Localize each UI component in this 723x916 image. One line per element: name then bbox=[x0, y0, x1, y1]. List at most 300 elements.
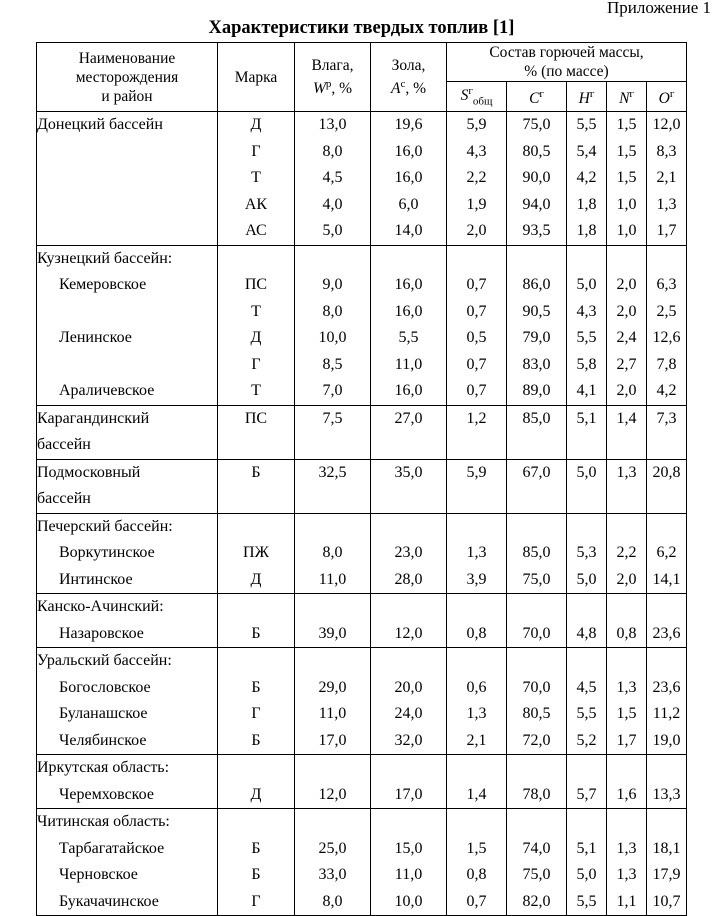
cell-sulfur: 1,3 bbox=[447, 701, 507, 728]
page-title: Характеристики твердых топлив [1] bbox=[208, 18, 515, 38]
cell-ash: 20,0 bbox=[371, 675, 447, 702]
cell-carbon: 83,0 bbox=[507, 352, 567, 379]
cell-oxygen: 12,6 bbox=[647, 325, 687, 352]
cell-nitrogen: 1,0 bbox=[607, 218, 647, 245]
cell-oxygen: 17,9 bbox=[647, 862, 687, 889]
table-row bbox=[37, 112, 687, 139]
cell-carbon: 85,0 bbox=[507, 405, 567, 432]
cell-deposit-name: Карагандинский bbox=[37, 405, 218, 432]
cell-mark: Б bbox=[218, 862, 295, 889]
cell-hydrogen bbox=[567, 513, 607, 540]
table-row bbox=[37, 325, 687, 352]
cell-mark: Д bbox=[218, 325, 295, 352]
header-nitrogen-superscript: г bbox=[629, 88, 634, 101]
cell-sulfur: 3,9 bbox=[447, 567, 507, 594]
cell-nitrogen: 1,5 bbox=[607, 112, 647, 139]
cell-ash bbox=[371, 432, 447, 459]
cell-oxygen: 4,2 bbox=[647, 378, 687, 405]
cell-hydrogen: 4,2 bbox=[567, 165, 607, 192]
cell-nitrogen: 2,0 bbox=[607, 567, 647, 594]
cell-oxygen: 11,2 bbox=[647, 701, 687, 728]
cell-mark: Б bbox=[218, 621, 295, 648]
cell-moisture: 5,0 bbox=[295, 218, 371, 245]
cell-hydrogen: 5,1 bbox=[567, 836, 607, 863]
header-carbon-superscript: г bbox=[539, 88, 544, 101]
table-row bbox=[37, 594, 687, 621]
cell-moisture: 4,0 bbox=[295, 192, 371, 219]
header-name-line1: Наименование bbox=[78, 49, 176, 67]
cell-ash: 16,0 bbox=[371, 299, 447, 326]
table-row bbox=[37, 728, 687, 755]
cell-hydrogen: 5,4 bbox=[567, 139, 607, 166]
cell-sulfur bbox=[447, 432, 507, 459]
header-ash-line1: Зола, bbox=[391, 57, 426, 75]
header-carbon bbox=[507, 82, 567, 112]
cell-hydrogen: 4,3 bbox=[567, 299, 607, 326]
cell-nitrogen: 1,3 bbox=[607, 459, 647, 486]
cell-nitrogen bbox=[607, 594, 647, 621]
cell-deposit-name: Черновское bbox=[37, 862, 218, 889]
cell-deposit-name: Тарбагатайское bbox=[37, 836, 218, 863]
cell-carbon bbox=[507, 486, 567, 513]
cell-deposit-name: Кузнецкий бассейн: bbox=[37, 245, 218, 272]
cell-mark bbox=[218, 513, 295, 540]
cell-mark bbox=[218, 755, 295, 782]
cell-nitrogen bbox=[607, 755, 647, 782]
cell-deposit-name bbox=[37, 165, 218, 192]
cell-sulfur: 1,5 bbox=[447, 836, 507, 863]
cell-sulfur: 5,9 bbox=[447, 112, 507, 139]
cell-ash: 6,0 bbox=[371, 192, 447, 219]
header-moisture bbox=[295, 43, 371, 112]
cell-oxygen bbox=[647, 755, 687, 782]
header-nitrogen bbox=[607, 82, 647, 112]
cell-sulfur: 5,9 bbox=[447, 459, 507, 486]
cell-moisture: 39,0 bbox=[295, 621, 371, 648]
cell-mark: Г bbox=[218, 139, 295, 166]
header-ash-symbol: A bbox=[390, 80, 401, 98]
cell-deposit-name: Канско-Ачинский: bbox=[37, 594, 218, 621]
cell-nitrogen: 1,7 bbox=[607, 728, 647, 755]
header-ash bbox=[371, 43, 447, 112]
cell-carbon: 82,0 bbox=[507, 889, 567, 916]
cell-deposit-name: Ленинское bbox=[37, 325, 218, 352]
cell-carbon: 75,0 bbox=[507, 567, 567, 594]
cell-sulfur: 0,6 bbox=[447, 675, 507, 702]
cell-moisture bbox=[295, 755, 371, 782]
table-row bbox=[37, 513, 687, 540]
cell-carbon bbox=[507, 513, 567, 540]
cell-oxygen: 10,7 bbox=[647, 889, 687, 916]
cell-mark: Г bbox=[218, 701, 295, 728]
cell-moisture: 7,0 bbox=[295, 378, 371, 405]
cell-sulfur bbox=[447, 513, 507, 540]
cell-carbon: 90,0 bbox=[507, 165, 567, 192]
cell-moisture: 12,0 bbox=[295, 782, 371, 809]
cell-nitrogen: 2,0 bbox=[607, 299, 647, 326]
cell-sulfur: 0,5 bbox=[447, 325, 507, 352]
cell-deposit-name: Челябинское bbox=[37, 728, 218, 755]
table-row bbox=[37, 755, 687, 782]
cell-oxygen: 19,0 bbox=[647, 728, 687, 755]
cell-moisture: 7,5 bbox=[295, 405, 371, 432]
cell-ash: 16,0 bbox=[371, 272, 447, 299]
cell-oxygen bbox=[647, 594, 687, 621]
cell-carbon: 94,0 bbox=[507, 192, 567, 219]
table-row bbox=[37, 486, 687, 513]
cell-deposit-name bbox=[37, 299, 218, 326]
cell-sulfur: 1,3 bbox=[447, 540, 507, 567]
cell-mark: ПЖ bbox=[218, 540, 295, 567]
cell-hydrogen bbox=[567, 648, 607, 675]
cell-moisture: 8,0 bbox=[295, 540, 371, 567]
cell-moisture: 25,0 bbox=[295, 836, 371, 863]
cell-oxygen: 6,2 bbox=[647, 540, 687, 567]
cell-carbon bbox=[507, 245, 567, 272]
cell-oxygen bbox=[647, 809, 687, 836]
cell-hydrogen bbox=[567, 755, 607, 782]
header-sulfur-subscript: общ bbox=[472, 95, 493, 108]
cell-mark: Т bbox=[218, 299, 295, 326]
table-row bbox=[37, 218, 687, 245]
cell-sulfur: 0,8 bbox=[447, 862, 507, 889]
cell-moisture: 29,0 bbox=[295, 675, 371, 702]
cell-deposit-name: Иркутская область: bbox=[37, 755, 218, 782]
cell-nitrogen bbox=[607, 648, 647, 675]
cell-carbon: 67,0 bbox=[507, 459, 567, 486]
cell-nitrogen bbox=[607, 432, 647, 459]
cell-ash: 32,0 bbox=[371, 728, 447, 755]
cell-nitrogen: 1,5 bbox=[607, 139, 647, 166]
cell-carbon: 70,0 bbox=[507, 675, 567, 702]
fuel-characteristics-table bbox=[36, 42, 687, 916]
cell-sulfur: 0,7 bbox=[447, 889, 507, 916]
cell-oxygen: 18,1 bbox=[647, 836, 687, 863]
cell-hydrogen: 5,5 bbox=[567, 112, 607, 139]
cell-carbon: 90,5 bbox=[507, 299, 567, 326]
cell-nitrogen bbox=[607, 809, 647, 836]
cell-ash bbox=[371, 486, 447, 513]
cell-mark: Т bbox=[218, 165, 295, 192]
cell-nitrogen: 1,1 bbox=[607, 889, 647, 916]
table-row bbox=[37, 621, 687, 648]
cell-oxygen: 6,3 bbox=[647, 272, 687, 299]
cell-deposit-name: Уральский бассейн: bbox=[37, 648, 218, 675]
cell-mark: ПС bbox=[218, 272, 295, 299]
cell-moisture: 11,0 bbox=[295, 567, 371, 594]
cell-deposit-name bbox=[37, 139, 218, 166]
cell-ash: 11,0 bbox=[371, 352, 447, 379]
cell-nitrogen: 2,0 bbox=[607, 272, 647, 299]
table-row bbox=[37, 299, 687, 326]
cell-mark bbox=[218, 648, 295, 675]
cell-sulfur: 1,4 bbox=[447, 782, 507, 809]
header-oxygen-superscript: г bbox=[669, 88, 675, 101]
cell-ash: 16,0 bbox=[371, 378, 447, 405]
table-row bbox=[37, 192, 687, 219]
cell-oxygen bbox=[647, 513, 687, 540]
table-row bbox=[37, 809, 687, 836]
cell-ash: 15,0 bbox=[371, 836, 447, 863]
cell-nitrogen: 2,2 bbox=[607, 540, 647, 567]
header-oxygen-symbol: O bbox=[658, 90, 670, 108]
header-moisture-line2 bbox=[295, 75, 370, 98]
cell-mark bbox=[218, 486, 295, 513]
cell-carbon bbox=[507, 809, 567, 836]
header-nitrogen-symbol: N bbox=[619, 90, 630, 108]
cell-moisture: 10,0 bbox=[295, 325, 371, 352]
cell-oxygen: 13,3 bbox=[647, 782, 687, 809]
table-row bbox=[37, 567, 687, 594]
cell-moisture bbox=[295, 809, 371, 836]
cell-carbon: 70,0 bbox=[507, 621, 567, 648]
cell-mark bbox=[218, 245, 295, 272]
cell-ash: 5,5 bbox=[371, 325, 447, 352]
cell-hydrogen: 5,7 bbox=[567, 782, 607, 809]
cell-moisture: 4,5 bbox=[295, 165, 371, 192]
header-moisture-line1: Влага, bbox=[311, 57, 354, 75]
cell-sulfur bbox=[447, 755, 507, 782]
cell-moisture: 8,5 bbox=[295, 352, 371, 379]
cell-moisture: 11,0 bbox=[295, 701, 371, 728]
cell-carbon: 85,0 bbox=[507, 540, 567, 567]
header-hydrogen bbox=[567, 82, 607, 112]
cell-hydrogen: 5,0 bbox=[567, 862, 607, 889]
cell-mark bbox=[218, 432, 295, 459]
cell-ash bbox=[371, 648, 447, 675]
header-oxygen bbox=[647, 82, 687, 112]
cell-deposit-name: Интинское bbox=[37, 567, 218, 594]
cell-ash: 19,6 bbox=[371, 112, 447, 139]
cell-carbon: 80,5 bbox=[507, 701, 567, 728]
cell-hydrogen: 5,5 bbox=[567, 325, 607, 352]
cell-moisture bbox=[295, 486, 371, 513]
cell-oxygen: 7,3 bbox=[647, 405, 687, 432]
cell-carbon: 78,0 bbox=[507, 782, 567, 809]
cell-mark bbox=[218, 594, 295, 621]
cell-nitrogen: 2,7 bbox=[607, 352, 647, 379]
cell-deposit-name: Букачачинское bbox=[37, 889, 218, 916]
cell-moisture: 8,0 bbox=[295, 299, 371, 326]
header-moisture-superscript: р bbox=[325, 78, 332, 91]
cell-carbon bbox=[507, 755, 567, 782]
cell-hydrogen bbox=[567, 245, 607, 272]
cell-hydrogen bbox=[567, 486, 607, 513]
cell-ash: 28,0 bbox=[371, 567, 447, 594]
cell-mark: АК bbox=[218, 192, 295, 219]
table-row bbox=[37, 459, 687, 486]
cell-mark: Т bbox=[218, 378, 295, 405]
appendix-note: Приложение 1 bbox=[607, 0, 711, 17]
cell-moisture: 8,0 bbox=[295, 889, 371, 916]
cell-mark: Г bbox=[218, 352, 295, 379]
cell-carbon: 89,0 bbox=[507, 378, 567, 405]
cell-ash: 17,0 bbox=[371, 782, 447, 809]
cell-moisture: 13,0 bbox=[295, 112, 371, 139]
cell-nitrogen: 2,0 bbox=[607, 378, 647, 405]
header-name-line2: месторождения bbox=[75, 68, 179, 86]
cell-nitrogen: 2,4 bbox=[607, 325, 647, 352]
cell-carbon bbox=[507, 648, 567, 675]
cell-ash bbox=[371, 513, 447, 540]
cell-hydrogen bbox=[567, 809, 607, 836]
header-sulfur-superscript: г bbox=[468, 85, 473, 97]
table-row bbox=[37, 139, 687, 166]
cell-deposit-name bbox=[37, 352, 218, 379]
cell-nitrogen: 1,5 bbox=[607, 165, 647, 192]
cell-nitrogen bbox=[607, 486, 647, 513]
header-composition bbox=[447, 43, 687, 82]
cell-nitrogen: 1,3 bbox=[607, 836, 647, 863]
cell-mark: Г bbox=[218, 889, 295, 916]
cell-mark: Б bbox=[218, 459, 295, 486]
cell-oxygen: 20,8 bbox=[647, 459, 687, 486]
header-ash-superscript: с bbox=[400, 78, 406, 91]
table-row bbox=[37, 540, 687, 567]
cell-mark: ПС bbox=[218, 405, 295, 432]
cell-mark: Д bbox=[218, 112, 295, 139]
cell-sulfur: 0,8 bbox=[447, 621, 507, 648]
cell-ash: 10,0 bbox=[371, 889, 447, 916]
cell-carbon bbox=[507, 432, 567, 459]
cell-hydrogen: 5,0 bbox=[567, 567, 607, 594]
cell-sulfur: 2,0 bbox=[447, 218, 507, 245]
cell-oxygen: 14,1 bbox=[647, 567, 687, 594]
table-row bbox=[37, 432, 687, 459]
cell-sulfur bbox=[447, 245, 507, 272]
header-hydrogen-symbol: H bbox=[578, 90, 590, 108]
cell-moisture bbox=[295, 648, 371, 675]
cell-ash bbox=[371, 809, 447, 836]
cell-deposit-name: Подмосковный bbox=[37, 459, 218, 486]
cell-ash bbox=[371, 755, 447, 782]
cell-sulfur bbox=[447, 486, 507, 513]
cell-deposit-name: бассейн bbox=[37, 486, 218, 513]
cell-moisture bbox=[295, 513, 371, 540]
cell-deposit-name: Богословское bbox=[37, 675, 218, 702]
cell-ash: 11,0 bbox=[371, 862, 447, 889]
cell-oxygen: 1,3 bbox=[647, 192, 687, 219]
cell-moisture bbox=[295, 594, 371, 621]
cell-hydrogen: 5,3 bbox=[567, 540, 607, 567]
cell-sulfur: 0,7 bbox=[447, 352, 507, 379]
cell-sulfur bbox=[447, 594, 507, 621]
cell-deposit-name: Печерский бассейн: bbox=[37, 513, 218, 540]
cell-carbon: 79,0 bbox=[507, 325, 567, 352]
cell-carbon: 75,0 bbox=[507, 112, 567, 139]
cell-sulfur: 0,7 bbox=[447, 378, 507, 405]
header-composition-line2: % (по массе) bbox=[524, 63, 609, 80]
cell-nitrogen: 1,3 bbox=[607, 675, 647, 702]
cell-sulfur: 1,2 bbox=[447, 405, 507, 432]
cell-ash: 27,0 bbox=[371, 405, 447, 432]
table-row bbox=[37, 862, 687, 889]
cell-mark: Б bbox=[218, 728, 295, 755]
cell-mark: Д bbox=[218, 567, 295, 594]
cell-sulfur bbox=[447, 648, 507, 675]
table-row bbox=[37, 889, 687, 916]
cell-moisture: 33,0 bbox=[295, 862, 371, 889]
cell-ash: 12,0 bbox=[371, 621, 447, 648]
cell-hydrogen: 5,0 bbox=[567, 459, 607, 486]
header-name bbox=[37, 43, 218, 112]
table-row bbox=[37, 648, 687, 675]
cell-hydrogen: 1,8 bbox=[567, 192, 607, 219]
cell-mark: Д bbox=[218, 782, 295, 809]
table-row bbox=[37, 836, 687, 863]
cell-hydrogen: 4,8 bbox=[567, 621, 607, 648]
cell-oxygen: 2,1 bbox=[647, 165, 687, 192]
cell-oxygen bbox=[647, 432, 687, 459]
cell-hydrogen: 5,0 bbox=[567, 272, 607, 299]
table-row bbox=[37, 245, 687, 272]
cell-sulfur: 1,9 bbox=[447, 192, 507, 219]
cell-hydrogen bbox=[567, 594, 607, 621]
cell-deposit-name: Араличевское bbox=[37, 378, 218, 405]
cell-moisture bbox=[295, 432, 371, 459]
cell-carbon: 72,0 bbox=[507, 728, 567, 755]
table-row bbox=[37, 378, 687, 405]
cell-ash bbox=[371, 594, 447, 621]
cell-deposit-name: Кемеровское bbox=[37, 272, 218, 299]
table-row bbox=[37, 701, 687, 728]
header-mark: Марка bbox=[218, 43, 295, 112]
table-row bbox=[37, 782, 687, 809]
cell-deposit-name: Воркутинское bbox=[37, 540, 218, 567]
cell-hydrogen bbox=[567, 432, 607, 459]
cell-sulfur: 0,7 bbox=[447, 272, 507, 299]
cell-carbon: 75,0 bbox=[507, 862, 567, 889]
cell-carbon: 86,0 bbox=[507, 272, 567, 299]
cell-nitrogen bbox=[607, 513, 647, 540]
header-sulfur bbox=[447, 82, 507, 112]
cell-hydrogen: 1,8 bbox=[567, 218, 607, 245]
header-name-line3: и район bbox=[101, 87, 153, 105]
table-row bbox=[37, 405, 687, 432]
cell-mark: Б bbox=[218, 675, 295, 702]
cell-oxygen: 23,6 bbox=[647, 675, 687, 702]
cell-mark bbox=[218, 809, 295, 836]
cell-hydrogen: 5,2 bbox=[567, 728, 607, 755]
table-body bbox=[37, 112, 687, 916]
cell-sulfur: 2,1 bbox=[447, 728, 507, 755]
cell-ash: 16,0 bbox=[371, 165, 447, 192]
cell-oxygen bbox=[647, 245, 687, 272]
cell-carbon: 80,5 bbox=[507, 139, 567, 166]
cell-oxygen bbox=[647, 486, 687, 513]
cell-ash bbox=[371, 245, 447, 272]
cell-hydrogen: 5,1 bbox=[567, 405, 607, 432]
cell-deposit-name bbox=[37, 192, 218, 219]
header-sulfur-symbol: S bbox=[460, 87, 469, 105]
cell-deposit-name: Читинская область: bbox=[37, 809, 218, 836]
cell-moisture bbox=[295, 245, 371, 272]
header-composition-line1: Состав горючей массы, bbox=[489, 44, 644, 61]
table-row bbox=[37, 165, 687, 192]
header-hydrogen-superscript: г bbox=[589, 88, 595, 101]
cell-nitrogen bbox=[607, 245, 647, 272]
cell-nitrogen: 1,6 bbox=[607, 782, 647, 809]
cell-ash: 14,0 bbox=[371, 218, 447, 245]
cell-oxygen: 8,3 bbox=[647, 139, 687, 166]
cell-ash: 35,0 bbox=[371, 459, 447, 486]
cell-deposit-name: Назаровское bbox=[37, 621, 218, 648]
table-row bbox=[37, 675, 687, 702]
cell-oxygen: 7,8 bbox=[647, 352, 687, 379]
cell-deposit-name: Донецкий бассейн bbox=[37, 112, 218, 139]
cell-moisture: 32,5 bbox=[295, 459, 371, 486]
cell-nitrogen: 1,3 bbox=[607, 862, 647, 889]
